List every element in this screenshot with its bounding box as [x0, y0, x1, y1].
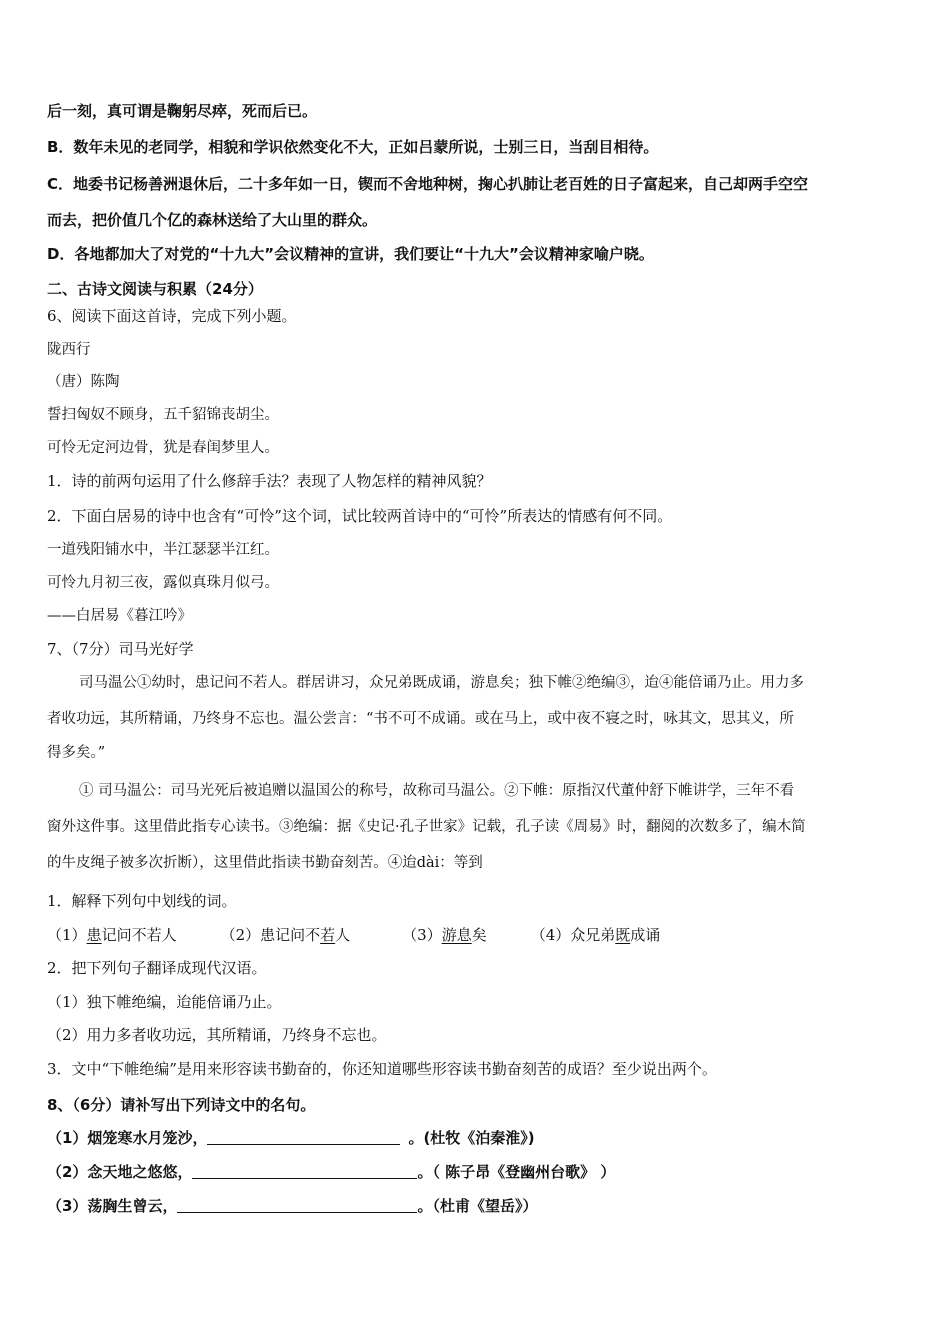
section-heading: 二、古诗文阅读与积累（24分） — [47, 280, 263, 298]
word-explanation-row — [47, 925, 660, 945]
answer-blank[interactable] — [177, 1198, 417, 1213]
passage-line: 得多矣。” — [47, 745, 106, 761]
q7-title: 7、（7分）司马光好学 — [47, 640, 194, 658]
q6-question-2: 2．下面白居易的诗中也含有“可怜”这个词，试比较两首诗中的“可怜”所表达的情感有何不同。 — [47, 507, 673, 525]
annotation-line: 窗外这件事。这里借此指专心读书。③绝编：据《史记·孔子世家》记载，孔子读《周易》时，翻阅的次数多了，编木简 — [47, 819, 806, 835]
bai-poem-line: 一道残阳铺水中，半江瑟瑟半江红。 — [47, 542, 279, 558]
bai-poem-line: 可怜九月初三夜，露似真珠月似弓。 — [47, 575, 279, 591]
answer-blank[interactable] — [207, 1130, 400, 1145]
passage-line: 者收功远，其所精诵，乃终身不忘也。温公尝言：“书不可不成诵。或在马上，或中夜不寝之时，咏其文，思其义，所 — [47, 711, 794, 727]
annotation-line: ① 司马温公：司马光死后被追赠以温国公的称号，故称司马温公。②下帷：原指汉代董仲舒下帷讲学，三年不看 — [79, 783, 795, 799]
option-c-line1: C．地委书记杨善洲退休后，二十多年如一日，锲而不舍地种树，掬心扒肺让老百姓的日子富起来，自己却两手空空 — [47, 175, 809, 193]
fill-in-item-3: （3）荡胸生曾云， 。（杜甫《望岳》） — [47, 1197, 538, 1215]
option-b: B．数年未见的老同学，相貌和学识依然变化不大，正如吕蒙所说，士别三日，当刮目相待。 — [47, 138, 659, 156]
option-c-line2: 而去，把价值几个亿的森林送给了大山里的群众。 — [47, 211, 378, 229]
q6-question-1: 1．诗的前两句运用了什么修辞手法？表现了人物怎样的精神风貌？ — [47, 472, 492, 490]
poem-author: （唐）陈陶 — [47, 374, 120, 390]
q8-title: 8、（6分）请补写出下列诗文中的名句。 — [47, 1096, 316, 1114]
option-d: D．各地都加大了对党的“十九大”会议精神的宣讲，我们要让“十九大”会议精神家喻户晓。 — [47, 245, 654, 263]
translation-item: （2）用力多者收功远，其所精诵，乃终身不忘也。 — [47, 1026, 387, 1044]
translation-item: （1）独下帷绝编，迨能倍诵乃止。 — [47, 993, 282, 1011]
q7-question-3: 3．文中“下帷绝编”是用来形容读书勤奋的，你还知道哪些形容读书勤奋刻苦的成语？至少说出两个。 — [47, 1060, 717, 1078]
poem-line: 誓扫匈奴不顾身，五千貂锦丧胡尘。 — [47, 407, 279, 423]
poem-line: 可怜无定河边骨，犹是春闺梦里人。 — [47, 440, 279, 456]
bai-poem-source: ——白居易《暮江吟》 — [47, 608, 192, 624]
answer-blank[interactable] — [192, 1164, 417, 1179]
option-a-continuation: 后一刻，真可谓是鞠躬尽瘁，死而后已。 — [47, 102, 318, 120]
q6-intro: 6、阅读下面这首诗，完成下列小题。 — [47, 307, 297, 325]
word-item-3: （3）游息矣 — [402, 926, 487, 944]
word-item-4: （4）众兄弟既成诵 — [530, 926, 661, 944]
q7-question-2: 2．把下列句子翻译成现代汉语。 — [47, 959, 267, 977]
fill-in-item-1: （1）烟笼寒水月笼沙， 。(杜牧《泊秦淮》) — [47, 1129, 535, 1147]
annotation-line: 的牛皮绳子被多次折断），这里借此指读书勤奋刻苦。④迨dài：等到 — [47, 855, 483, 871]
passage-line: 司马温公①幼时，患记问不若人。群居讲习，众兄弟既成诵，游息矣；独下帷②绝编③，迨④能倍诵乃止。用力多 — [79, 675, 804, 691]
word-item-2: （2）患记问不若人 — [220, 926, 351, 944]
q7-question-1: 1．解释下列句中划线的词。 — [47, 892, 237, 910]
fill-in-item-2: （2）念天地之悠悠， 。（ 陈子昂《登幽州台歌》 ） — [47, 1163, 616, 1181]
word-item-1: （1）患记问不若人 — [47, 926, 177, 944]
poem-title: 陇西行 — [47, 342, 91, 358]
